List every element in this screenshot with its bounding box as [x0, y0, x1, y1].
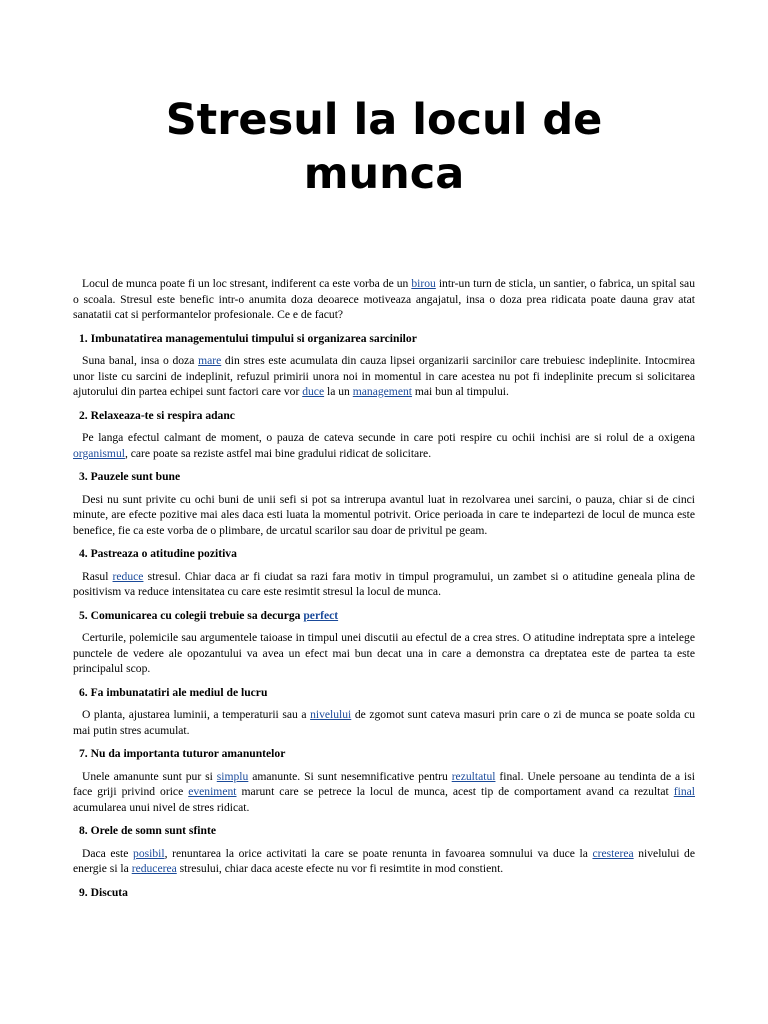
- section-heading-1: 1. Imbunatatirea managementului timpului si organizarea sarcinilor: [79, 331, 417, 345]
- article-body: [73, 276, 695, 900]
- link-mare[interactable]: mare: [198, 354, 222, 367]
- section-heading-8: 8. Orele de somn sunt sfinte: [79, 824, 216, 837]
- section-heading-3: 3. Pauzele sunt bune: [79, 470, 181, 483]
- section-paragraph-1: Suna banal, insa o doza mare din stres este acumulata din cauza lipsei organizarii sarcinilor care trebuiesc indeplinite. Intocmirea unor liste cu sarcini de indeplinit, refuzul primirii unora noi in momentul in care acestea nu pot fi indeplinite precum si solicitarea ajutorului din partea echipei sunt factori care vor duce la un management mai bun al timpului.: [73, 354, 695, 398]
- section-heading-5: 5. Comunicarea cu colegii trebuie sa decurga perfect: [79, 608, 339, 622]
- section-paragraph-8: Daca este posibil, renuntarea la orice activitati la care se poate renunta in favoarea somnului va duce la cresterea nivelului de energie si la reducerea stresului, chiar daca aceste efecte nu vor fi resimtite in mod constient.: [73, 846, 695, 875]
- link-reduce[interactable]: reduce: [112, 569, 144, 583]
- link-eveniment[interactable]: eveniment: [188, 785, 237, 798]
- link-organismul[interactable]: organismul: [73, 446, 125, 460]
- link-rezultatul[interactable]: rezultatul: [451, 769, 496, 783]
- section-heading-9: 9. Discuta: [79, 885, 128, 899]
- section-heading-4: 4. Pastreaza o atitudine pozitiva: [79, 547, 237, 560]
- section-paragraph-7: Unele amanunte sunt pur si simplu amanunte. Si sunt nesemnificative pentru rezultatul final. Unele persoane au tendinta de a isi face griji privind orice eveniment marunt care se petrece la locul de munca, acest tip de comportament avand ca rezultat final acumularea unui nivel de stres ridicat.: [73, 769, 696, 814]
- section-paragraph-3: Desi nu sunt privite cu ochi buni de unii sefi si pot sa intrerupa avantul luat in rezolvarea unei sarcini, o pauza, chiar si de cinci minute, are efecte pozitive mai ales daca esti luata la momentul potrivit. Orice perioada in care te indepartezi de locul de munca este benefice, fie ca este vorba de o plimbare, de urcatul scarilor sau doar de privitul pe geam.: [73, 492, 695, 537]
- title-line-2: munca: [303, 149, 465, 199]
- link-posibil[interactable]: posibil: [133, 846, 165, 860]
- link-duce[interactable]: duce: [302, 385, 325, 398]
- link-simplu[interactable]: simplu: [216, 769, 249, 783]
- link-cresterea[interactable]: cresterea: [592, 846, 634, 860]
- section-heading-2: 2. Relaxeaza-te si respira adanc: [79, 408, 235, 422]
- title-line-1: Stresul la locul de: [165, 95, 603, 145]
- link-reducerea[interactable]: reducerea: [131, 862, 177, 875]
- page-title: [0, 93, 768, 201]
- link-management[interactable]: management: [352, 385, 412, 398]
- link-final[interactable]: final: [673, 785, 696, 798]
- section-heading-6: 6. Fa imbunatatiri ale mediul de lucru: [79, 685, 268, 699]
- section-paragraph-6: O planta, ajustarea luminii, a temperaturii sau a nivelului de zgomot sunt cateva masuri prin care o zi de munca se poate solda cu mai putin stres acumulat.: [73, 708, 696, 737]
- section-paragraph-2: Pe langa efectul calmant de moment, o pauza de cateva secunde in care poti respire cu ochii inchisi are si rolul de a oxigena organismul, care poate sa reziste astfel mai bine gradului ridicat de solicitare.: [73, 431, 695, 460]
- link-birou[interactable]: birou: [411, 277, 436, 290]
- link-perfect[interactable]: perfect: [303, 608, 339, 622]
- link-nivelului[interactable]: nivelului: [310, 708, 352, 721]
- section-paragraph-4: Rasul reduce stresul. Chiar daca ar fi ciudat sa razi fara motiv in timpul programului, un zambet si o atitudine geneala plina de positivism va reduce intensitatea cu care este resimtit stresul la locul de munca.: [73, 569, 696, 598]
- section-paragraph-5: Certurile, polemicile sau argumentele taioase in timpul unei discutii au efectul de a crea stres. O atitudine indreptata spre a intelege punctele de vedere ale opozantului va avea un efect mai bun decat una in care a demonstra ca dreptatea este de partea ta este principalul scop.: [73, 631, 695, 675]
- section-heading-7: 7. Nu da importanta tuturor amanuntelor: [79, 747, 286, 760]
- intro-paragraph: Locul de munca poate fi un loc stresant, indiferent ca este vorba de un birou intr-un turn de sticla, un santier, o fabrica, un spital sau o scoala. Stresul este benefic intr-o anumita doza deoarece motiveaza angajatul, insa o doza prea ridicata poate dauna grav atat sanatatii cat si performantelor profesionale. Ce e de facut?: [73, 277, 695, 321]
